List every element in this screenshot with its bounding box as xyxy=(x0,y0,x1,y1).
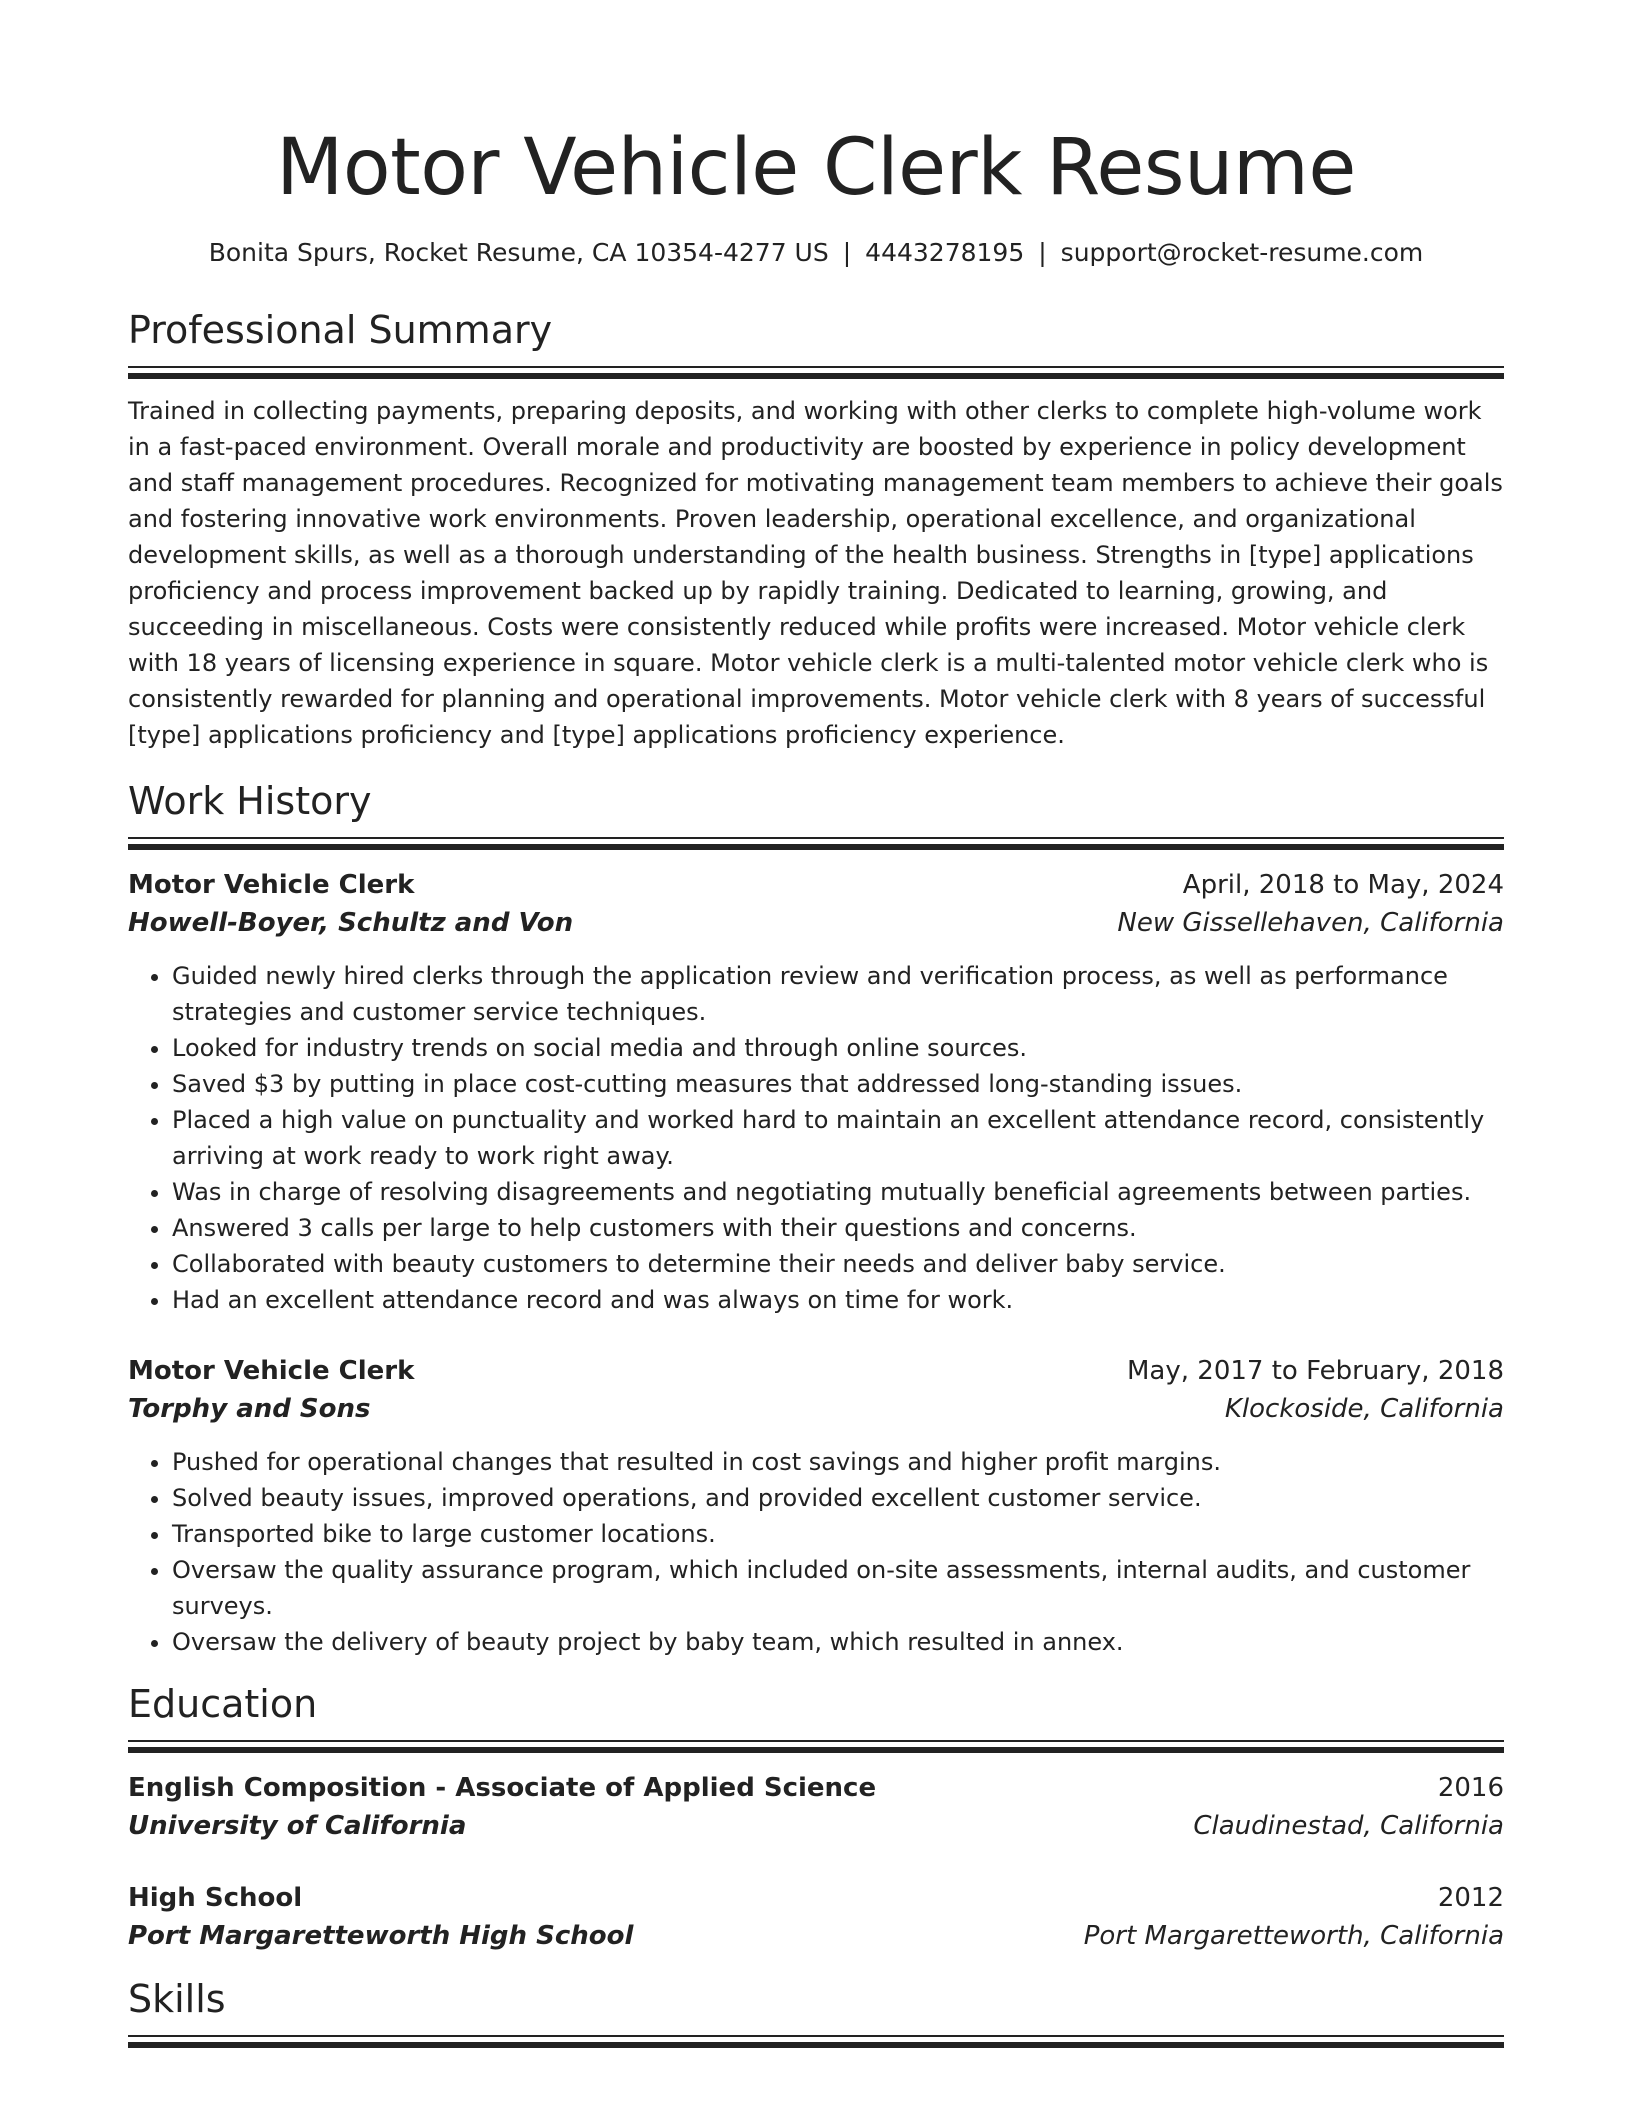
education-year: 2012 xyxy=(1437,1883,1504,1913)
job-dates: May, 2017 to February, 2018 xyxy=(1127,1356,1504,1386)
education-subheader xyxy=(128,1807,1504,1845)
job-entry xyxy=(128,1352,1504,1660)
education-entry xyxy=(128,1879,1504,1955)
job-bullet: • Pushed for operational changes that resulted in cost savings and higher profit margins. xyxy=(172,1444,1504,1480)
job-company: Howell-Boyer, Schultz and Von xyxy=(128,908,574,938)
contact-address: Bonita Spurs, Rocket Resume, CA 10354-4277 US xyxy=(208,238,829,267)
job-bullets xyxy=(128,1444,1504,1660)
job-subheader xyxy=(128,904,1504,942)
job-bullet: • Saved $3 by putting in place cost-cutting measures that addressed long-standing issues. xyxy=(172,1066,1504,1102)
section-heading-skills: Skills xyxy=(128,1977,226,2021)
summary-section xyxy=(128,306,1504,753)
job-bullet: • Oversaw the quality assurance program, which included on-site assessments, internal audits, and customer surveys. xyxy=(172,1552,1504,1624)
education-location: Claudinestad, California xyxy=(1193,1811,1504,1841)
job-bullet: • Oversaw the delivery of beauty project by baby team, which resulted in annex. xyxy=(172,1624,1504,1660)
section-divider xyxy=(128,2042,1504,2048)
contact-line xyxy=(128,236,1504,270)
job-location: Klockoside, California xyxy=(1224,1394,1504,1424)
job-title: Motor Vehicle Clerk xyxy=(128,870,415,900)
job-bullet: • Collaborated with beauty customers to determine their needs and deliver baby service. xyxy=(172,1246,1504,1282)
section-divider xyxy=(128,366,1504,368)
section-divider xyxy=(128,2035,1504,2037)
education-school: Port Margaretteworth High School xyxy=(128,1921,634,1951)
education-header xyxy=(128,1879,1504,1917)
skills-section xyxy=(128,1975,1504,2048)
section-divider xyxy=(128,844,1504,850)
contact-phone: 4443278195 xyxy=(865,238,1025,267)
section-divider xyxy=(128,837,1504,839)
education-degree: English Composition - Associate of Applied Science xyxy=(128,1773,877,1803)
job-header xyxy=(128,1352,1504,1390)
summary-text: Trained in collecting payments, preparing deposits, and working with other clerks to complete high-volume work in a fast-paced environment. Overall morale and productivity are boosted by experience in policy development and staff management procedures. Recognized for motivating management team members to achieve their goals and fostering innovative work environments. Proven leadership, operational excellence, and organizational development skills, as well as a thorough understanding of the health business. Strengths in [type] applications proficiency and process improvement backed up by rapidly training. Dedicated to learning, growing, and succeeding in miscellaneous. Costs were consistently reduced while profits were increased. Motor vehicle clerk with 18 years of licensing experience in square. Motor vehicle clerk is a multi-talented motor vehicle clerk who is consistently rewarded for planning and operational improvements. Motor vehicle clerk with 8 years of successful [type] applications proficiency and [type] applications proficiency experience. xyxy=(128,397,1503,749)
job-company: Torphy and Sons xyxy=(128,1394,371,1424)
education-subheader xyxy=(128,1917,1504,1955)
education-year: 2016 xyxy=(1437,1773,1504,1803)
job-bullets xyxy=(128,958,1504,1318)
section-heading-summary: Professional Summary xyxy=(128,308,553,352)
job-bullet: • Looked for industry trends on social media and through online sources. xyxy=(172,1030,1504,1066)
section-divider xyxy=(128,373,1504,379)
contact-email[interactable]: support@rocket-resume.com xyxy=(1060,238,1424,267)
section-heading-work: Work History xyxy=(128,779,372,823)
job-subheader xyxy=(128,1390,1504,1428)
education-entry xyxy=(128,1769,1504,1845)
education-section xyxy=(128,1680,1504,1955)
job-bullet: • Had an excellent attendance record and was always on time for work. xyxy=(172,1282,1504,1318)
work-history-section xyxy=(128,777,1504,1660)
education-header xyxy=(128,1769,1504,1807)
job-bullet: • Placed a high value on punctuality and worked hard to maintain an excellent attendance record, consistently arriving at work ready to work right away. xyxy=(172,1102,1504,1174)
section-heading-education: Education xyxy=(128,1682,318,1726)
job-bullet: • Guided newly hired clerks through the application review and verification process, as well as performance strategies and customer service techniques. xyxy=(172,958,1504,1030)
education-degree: High School xyxy=(128,1883,303,1913)
job-entry xyxy=(128,866,1504,1318)
contact-separator: | xyxy=(842,238,852,267)
job-location: New Gissellehaven, California xyxy=(1117,908,1504,938)
section-divider xyxy=(128,1747,1504,1753)
job-dates: April, 2018 to May, 2024 xyxy=(1182,870,1504,900)
job-title: Motor Vehicle Clerk xyxy=(128,1356,415,1386)
education-location: Port Margaretteworth, California xyxy=(1083,1921,1504,1951)
resume-title: Motor Vehicle Clerk Resume xyxy=(276,123,1356,213)
section-divider xyxy=(128,1740,1504,1742)
job-bullet: • Transported bike to large customer locations. xyxy=(172,1516,1504,1552)
job-bullet: • Answered 3 calls per large to help customers with their questions and concerns. xyxy=(172,1210,1504,1246)
resume-content xyxy=(128,0,1504,2048)
job-bullet: • Was in charge of resolving disagreements and negotiating mutually beneficial agreements between parties. xyxy=(172,1174,1504,1210)
job-header xyxy=(128,866,1504,904)
job-bullet: • Solved beauty issues, improved operations, and provided excellent customer service. xyxy=(172,1480,1504,1516)
education-school: University of California xyxy=(128,1811,467,1841)
contact-separator: | xyxy=(1038,238,1047,267)
